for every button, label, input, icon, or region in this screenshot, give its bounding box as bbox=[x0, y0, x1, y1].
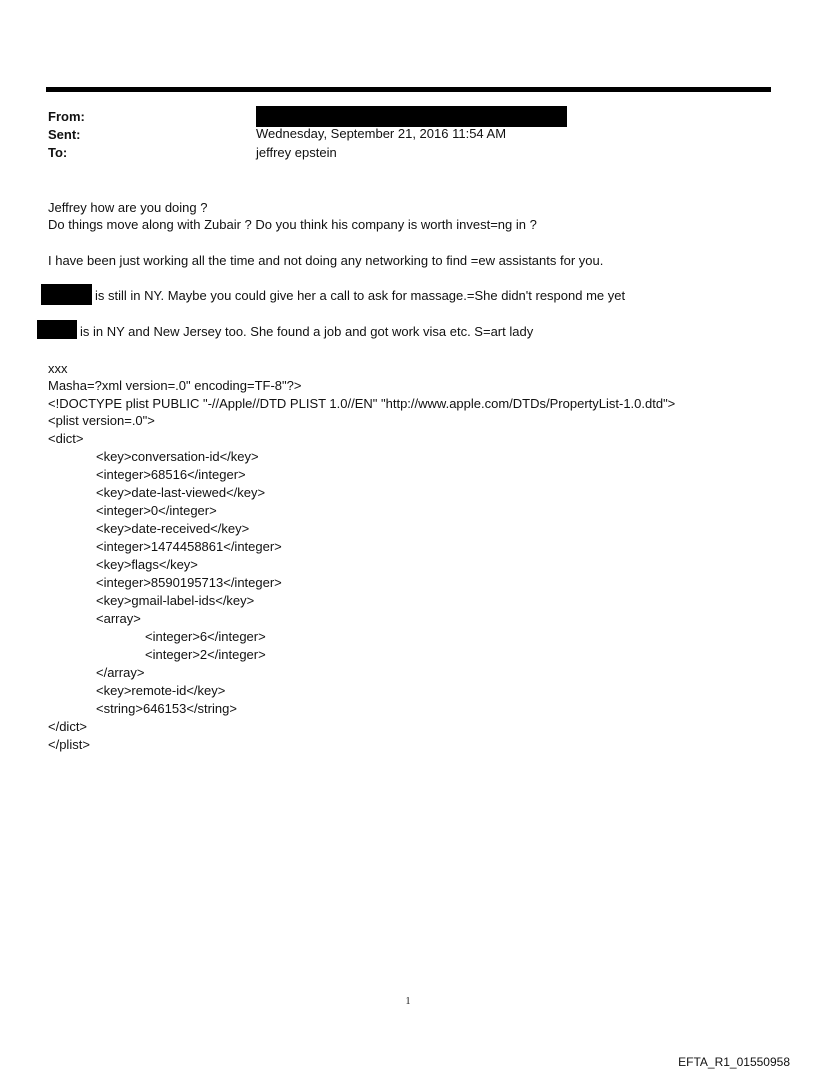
xml-value-line: <integer>68516</integer> bbox=[96, 467, 246, 482]
xml-dict-close: </dict> bbox=[48, 719, 88, 734]
sent-value: Wednesday, September 21, 2016 11:54 AM bbox=[256, 126, 507, 141]
body-line-2: Do things move along with Zubair ? Do you think his company is worth invest=ng in ? bbox=[48, 217, 537, 232]
xml-key-line: <key>remote-id</key> bbox=[96, 683, 226, 698]
xml-array-item: <integer>6</integer> bbox=[145, 629, 266, 644]
redacted-name-2 bbox=[37, 320, 77, 339]
xml-key-line: <key>gmail-label-ids</key> bbox=[96, 593, 255, 608]
xml-plist-close: </plist> bbox=[48, 737, 90, 752]
signature-masha-line: Masha=?xml version=.0" encoding=TF-8"?> bbox=[48, 378, 302, 393]
to-value: jeffrey epstein bbox=[256, 145, 337, 160]
body-line-5: is in NY and New Jersey too. She found a job and got work visa etc. S=art lady bbox=[80, 324, 534, 339]
xml-plist-open: <plist version=.0"> bbox=[48, 413, 155, 428]
xml-array-item: <integer>2</integer> bbox=[145, 647, 266, 662]
body-line-1: Jeffrey how are you doing ? bbox=[48, 200, 208, 215]
header-divider-rule bbox=[46, 87, 771, 92]
xml-key-line: <key>date-received</key> bbox=[96, 521, 250, 536]
body-line-3: I have been just working all the time and not doing any networking to find =ew assistants for you. bbox=[48, 253, 604, 268]
xml-value-line: <integer>0</integer> bbox=[96, 503, 217, 518]
to-label: To: bbox=[48, 145, 68, 160]
xml-array-close: </array> bbox=[96, 665, 145, 680]
xml-key-line: <key>conversation-id</key> bbox=[96, 449, 259, 464]
xml-array-open: <array> bbox=[96, 611, 141, 626]
xml-value-line: <integer>1474458861</integer> bbox=[96, 539, 282, 554]
signature-xxx: xxx bbox=[48, 361, 68, 376]
from-label: From: bbox=[48, 109, 85, 124]
xml-value-line: <integer>8590195713</integer> bbox=[96, 575, 282, 590]
page-number: 1 bbox=[405, 996, 411, 1007]
xml-key-line: <key>date-last-viewed</key> bbox=[96, 485, 266, 500]
document-id: EFTA_R1_01550958 bbox=[678, 1055, 790, 1069]
xml-dict-open: <dict> bbox=[48, 431, 84, 446]
redacted-from-value bbox=[256, 106, 567, 127]
xml-key-line: <key>flags</key> bbox=[96, 557, 198, 572]
body-line-4: is still in NY. Maybe you could give her a call to ask for massage.=She didn't respond me yet bbox=[95, 288, 626, 303]
sent-label: Sent: bbox=[48, 127, 81, 142]
xml-value-line: <string>646153</string> bbox=[96, 701, 237, 716]
xml-doctype-line: <!DOCTYPE plist PUBLIC "-//Apple//DTD PLIST 1.0//EN" "http://www.apple.com/DTDs/PropertyList-1.0.dtd"> bbox=[48, 396, 676, 411]
redacted-name-1 bbox=[41, 284, 92, 305]
